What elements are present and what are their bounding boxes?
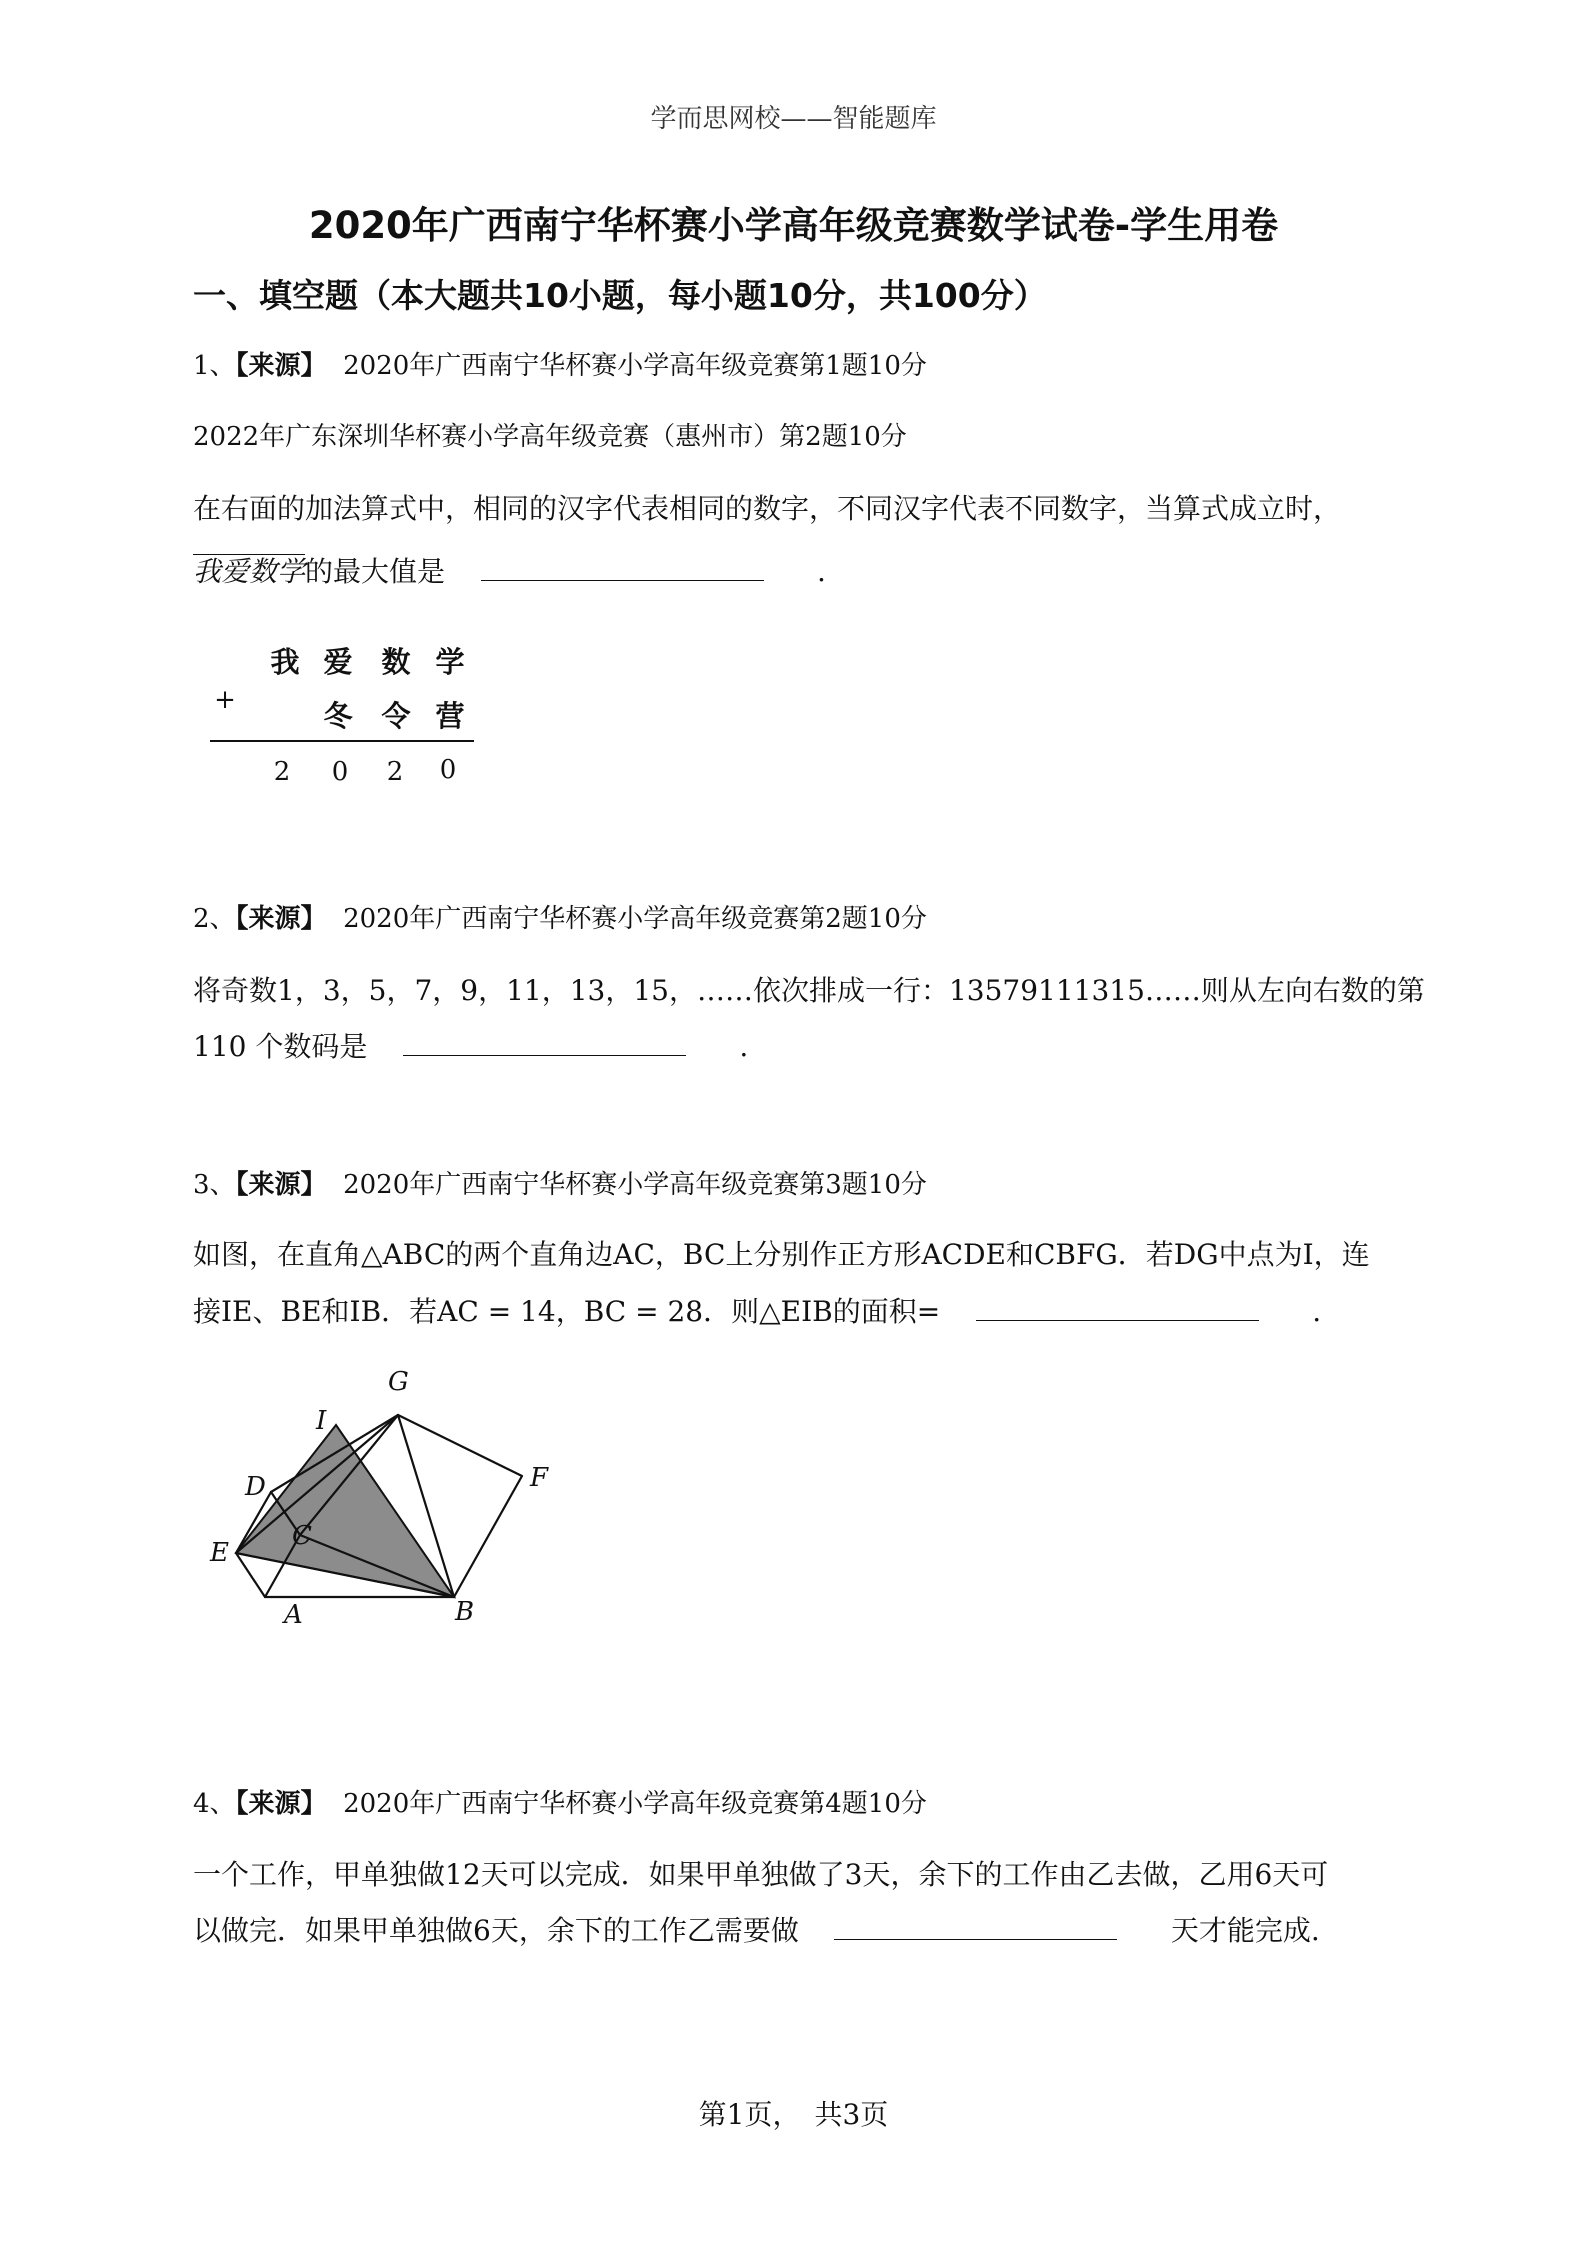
q1-text-line2 xyxy=(193,550,826,590)
label-e: E xyxy=(210,1538,229,1568)
label-f: F xyxy=(530,1463,549,1493)
q2-text-line2 xyxy=(193,1025,748,1065)
q2-number: 2、 xyxy=(193,904,236,934)
q2-end: . xyxy=(739,1030,749,1063)
q3-source: 2020年广西南宁华杯赛小学高年级竞赛第3题10分 xyxy=(343,1170,927,1200)
q2-text2: 110 个数码是 xyxy=(193,1030,368,1063)
page-header: 学而思网校——智能题库 xyxy=(650,104,937,134)
label-g: G xyxy=(388,1367,409,1397)
q4-answer-blank xyxy=(834,1939,1117,1940)
q2-text-line1: 将奇数1，3，5，7，9，11，13，15，……依次排成一行：13579111315……则从左向右数的第 xyxy=(193,974,1425,1007)
q1-overline-word: 我爱数学 xyxy=(193,555,306,588)
puzzle-char: 营 xyxy=(435,699,465,733)
q3-text-line1: 如图，在直角△ABC的两个直角边AC，BC上分别作正方形ACDE和CBFG．若DG中点为I，连 xyxy=(193,1238,1370,1271)
sum-line xyxy=(210,740,474,742)
puzzle-char: 数 xyxy=(381,645,411,679)
triangle-eib-shaded xyxy=(236,1425,454,1597)
label-a: A xyxy=(284,1600,303,1630)
section-heading: 一、填空题（本大题共10小题，每小题10分，共100分） xyxy=(193,276,1047,315)
q3-text2: 接IE、BE和IB．若AC = 14，BC = 28．则△EIB的面积= xyxy=(193,1295,941,1328)
q1-answer-blank xyxy=(481,580,764,581)
result-digit: 0 xyxy=(331,757,349,787)
q1-end: . xyxy=(817,555,826,588)
page-footer: 第1页， 共3页 xyxy=(698,2098,889,2131)
q3-source-line xyxy=(193,1164,927,1201)
puzzle-char: 我 xyxy=(270,645,300,679)
q2-source-tag: 【来源】 xyxy=(235,904,327,934)
q4-number: 4、 xyxy=(193,1789,236,1819)
q1-text-line1: 在右面的加法算式中，相同的汉字代表相同的数字，不同汉字代表不同数字，当算式成立时， xyxy=(193,492,1342,525)
q4-text3: 天才能完成. xyxy=(1170,1914,1320,1947)
q3-number: 3、 xyxy=(193,1170,236,1200)
puzzle-char: 爱 xyxy=(323,645,353,679)
result-digit: 0 xyxy=(439,755,457,785)
label-i: I xyxy=(316,1406,327,1436)
q1-number: 1、 xyxy=(193,351,236,381)
q3-geometry-figure xyxy=(190,1350,590,1640)
puzzle-char: 冬 xyxy=(323,699,353,733)
q4-text-line2 xyxy=(193,1909,1320,1949)
q1-source: 2020年广西南宁华杯赛小学高年级竞赛第1题10分 xyxy=(343,351,927,381)
q2-answer-blank xyxy=(403,1055,686,1056)
label-d: D xyxy=(245,1472,266,1502)
q3-answer-blank xyxy=(976,1320,1259,1321)
q1-source-line xyxy=(193,345,927,382)
q4-source: 2020年广西南宁华杯赛小学高年级竞赛第4题10分 xyxy=(343,1789,927,1819)
q4-text-line1: 一个工作，甲单独做12天可以完成．如果甲单独做了3天，余下的工作由乙去做，乙用6天可 xyxy=(193,1858,1329,1891)
puzzle-char: 令 xyxy=(381,699,411,733)
result-digit: 2 xyxy=(273,757,291,787)
q3-source-tag: 【来源】 xyxy=(235,1170,327,1200)
puzzle-char: 学 xyxy=(435,645,465,679)
q3-text-line2 xyxy=(193,1290,1321,1330)
q1-source-tag: 【来源】 xyxy=(235,351,327,381)
q1-text2: 的最大值是 xyxy=(305,555,446,588)
q4-text2: 以做完．如果甲单独做6天，余下的工作乙需要做 xyxy=(193,1914,799,1947)
label-b: B xyxy=(455,1597,475,1627)
q1-source2: 2022年广东深圳华杯赛小学高年级竞赛（惠州市）第2题10分 xyxy=(193,422,907,452)
plus-sign: + xyxy=(214,685,236,715)
q2-source: 2020年广西南宁华杯赛小学高年级竞赛第2题10分 xyxy=(343,904,927,934)
result-digit: 2 xyxy=(386,757,404,787)
label-c: C xyxy=(292,1521,312,1551)
q3-end: . xyxy=(1312,1295,1322,1328)
q4-source-tag: 【来源】 xyxy=(235,1789,327,1819)
document-title: 2020年广西南宁华杯赛小学高年级竞赛数学试卷-学生用卷 xyxy=(308,204,1279,247)
q4-source-line xyxy=(193,1783,927,1820)
q2-source-line xyxy=(193,898,927,935)
q1-addition-puzzle xyxy=(200,640,500,800)
